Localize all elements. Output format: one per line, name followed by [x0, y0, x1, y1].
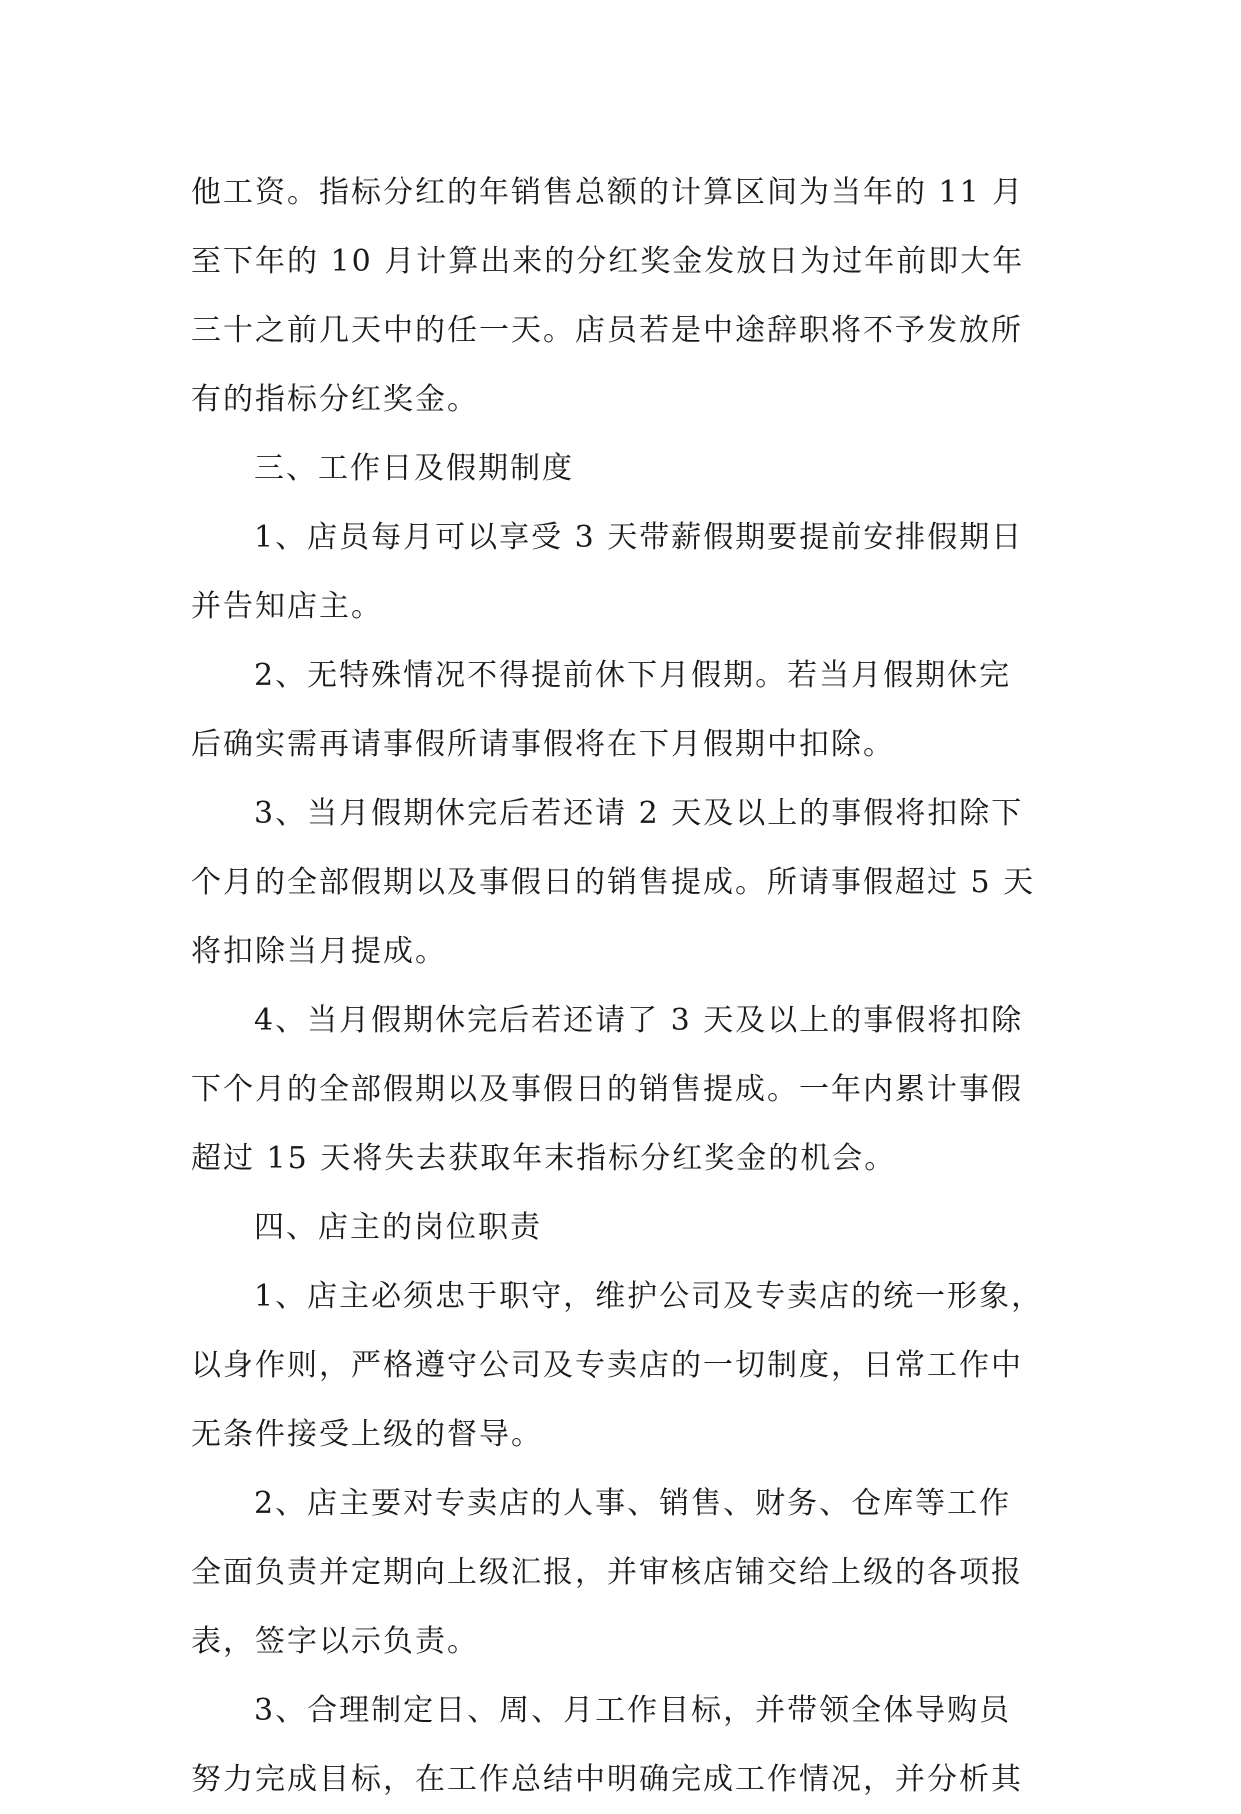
text-line: 超过 15 天将失去获取年末指标分红奖金的机会。: [191, 1141, 897, 1176]
text-line: 表，签字以示负责。: [191, 1624, 479, 1659]
text-line: 至下年的 10 月计算出来的分红奖金发放日为过年前即大年: [191, 244, 1025, 279]
text-line: 三、工作日及假期制度: [254, 451, 574, 486]
text-line: 个月的全部假期以及事假日的销售提成。所请事假超过 5 天: [191, 865, 1036, 900]
text-line: 努力完成目标，在工作总结中明确完成工作情况，并分析其: [191, 1762, 1023, 1797]
text-line: 下个月的全部假期以及事假日的销售提成。一年内累计事假: [191, 1072, 1023, 1107]
text-line: 并告知店主。: [191, 589, 383, 624]
text-line: 将扣除当月提成。: [191, 934, 447, 969]
text-line: 以身作则，严格遵守公司及专卖店的一切制度，日常工作中: [191, 1348, 1023, 1383]
text-line: 2、店主要对专卖店的人事、销售、财务、仓库等工作: [254, 1486, 1012, 1521]
document-body: [191, 158, 1051, 1814]
text-line: 3、合理制定日、周、月工作目标，并带领全体导购员: [254, 1693, 1012, 1728]
text-line: 有的指标分红奖金。: [191, 382, 479, 417]
text-line: 2、无特殊情况不得提前休下月假期。若当月假期休完: [254, 658, 1012, 693]
text-line: 4、当月假期休完后若还请了 3 天及以上的事假将扣除: [254, 1003, 1024, 1038]
text-line: 全面负责并定期向上级汇报，并审核店铺交给上级的各项报: [191, 1555, 1023, 1590]
text-line: 无条件接受上级的督导。: [191, 1417, 543, 1452]
text-line: 1、店主必须忠于职守，维护公司及专卖店的统一形象，: [254, 1279, 1044, 1314]
text-line: 四、店主的岗位职责: [254, 1210, 542, 1245]
text-line: 1、店员每月可以享受 3 天带薪假期要提前安排假期日: [254, 520, 1024, 555]
text-line: 三十之前几天中的任一天。店员若是中途辞职将不予发放所: [191, 313, 1023, 348]
text-line: 后确实需再请事假所请事假将在下月假期中扣除。: [191, 727, 895, 762]
text-line: 他工资。指标分红的年销售总额的计算区间为当年的 11 月: [191, 175, 1025, 210]
text-line: 3、当月假期休完后若还请 2 天及以上的事假将扣除下: [254, 796, 1024, 831]
